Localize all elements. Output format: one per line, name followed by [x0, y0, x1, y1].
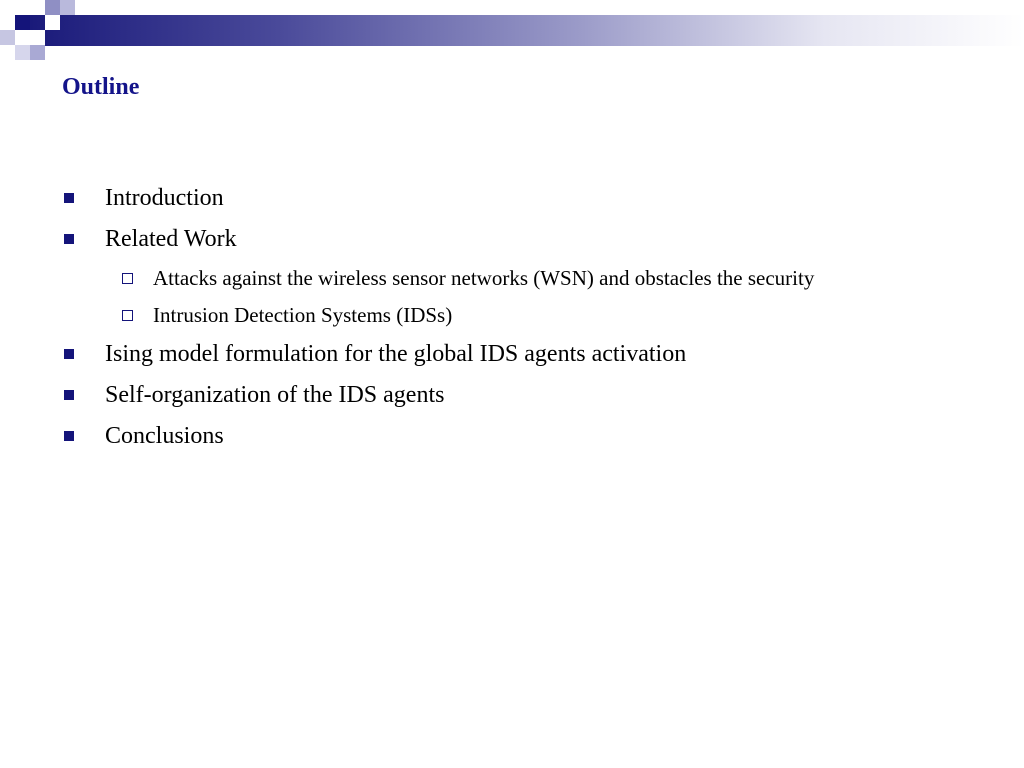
square-bullet-icon — [64, 390, 74, 400]
corner-square — [30, 30, 45, 45]
outline-subitem-label: Intrusion Detection Systems (IDSs) — [153, 303, 453, 327]
outline-item-label: Ising model formulation for the global IDS agents activation — [105, 341, 687, 367]
corner-square — [15, 15, 30, 30]
square-bullet-icon — [64, 193, 74, 203]
outline-item-label: Introduction — [105, 185, 224, 211]
outline-item-label: Conclusions — [105, 423, 224, 449]
outline-item-label: Related Work — [105, 226, 237, 252]
outline-item-related-work — [0, 221, 1024, 262]
hollow-square-bullet-icon — [122, 273, 133, 284]
outline-item-introduction — [0, 180, 1024, 221]
hollow-square-bullet-icon — [122, 310, 133, 321]
corner-square — [60, 0, 75, 15]
outline-subitem-ids — [0, 299, 1024, 336]
outline-item-ising-model — [0, 336, 1024, 377]
corner-square — [45, 15, 60, 30]
square-bullet-icon — [64, 349, 74, 359]
outline-list — [0, 180, 1024, 459]
corner-square — [30, 45, 45, 60]
outline-item-self-organization — [0, 377, 1024, 418]
corner-square — [15, 45, 30, 60]
outline-subitem-label: Attacks against the wireless sensor networks (WSN) and obstacles the security — [153, 266, 815, 290]
outline-item-label: Self-organization of the IDS agents — [105, 382, 445, 408]
corner-square — [0, 30, 15, 45]
square-bullet-icon — [64, 431, 74, 441]
corner-square — [45, 0, 60, 15]
outline-item-conclusions — [0, 418, 1024, 459]
header-gradient-band — [30, 15, 1024, 46]
slide-title: Outline — [62, 74, 140, 100]
square-bullet-icon — [64, 234, 74, 244]
outline-subitem-attacks — [0, 262, 1024, 299]
